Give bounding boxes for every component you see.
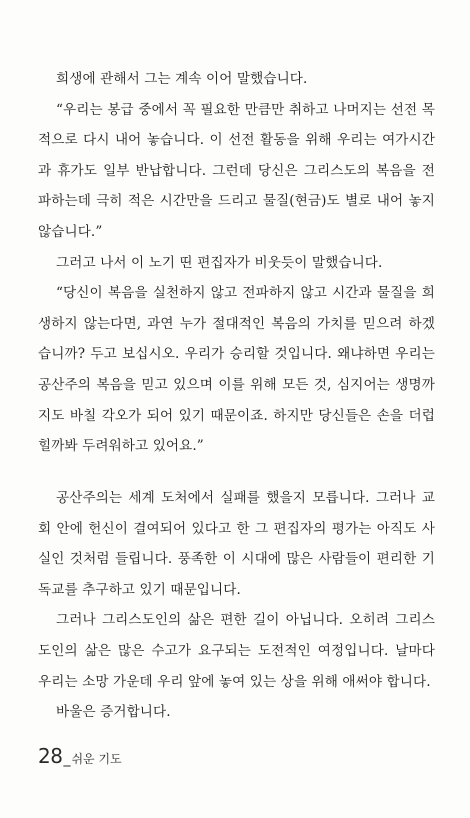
- paragraph: 희생에 관해서 그는 계속 이어 말했습니다.: [56, 71, 308, 87]
- paragraph: “우리는 봉급 중에서 꼭 필요한 만큼만 취하고 나머지는 선전 목적으로 다시 내어 놓습니다. 이 선전 활동을 위해 우리는 여가시간과 휴가도 일부 반납합니다. 그런데 당신은 그리스도의 복음을 전파하는데 극히 적은 시간만을 드리고 물질(현금)도 별로 내어 놓지 않습니다.”: [38, 101, 435, 240]
- page-footer: [38, 744, 122, 768]
- paragraph: “당신이 복음을 실천하지 않고 전파하지 않고 시간과 물질을 희생하지 않는다면, 과연 누가 절대적인 복음의 가치를 믿으려 하겠습니까? 두고 보십시오. 우리가 승리할 것입니다. 왜냐하면 우리는 공산주의 복음을 믿고 있으며 이를 위해 모든 것, 심지어는 생명까지도 바칠 각오가 되어 있기 때문이죠. 하지만 당신들은 손을 더럽힐까봐 두려워하고 있어요.”: [38, 285, 435, 455]
- paragraph: 그러나 그리스도인의 삶은 편한 길이 아닙니다. 오히려 그리스도인의 삶은 많은 수고가 요구되는 도전적인 여정입니다. 날마다 우리는 소망 가운데 우리 앞에 놓여 있는 상을 위해 애써야 합니다.: [38, 612, 435, 690]
- body-text-bottom: [38, 483, 435, 728]
- paragraph: 그러고 나서 이 노기 띤 편집자가 비웃듯이 말했습니다.: [56, 254, 383, 271]
- body-text-top: [38, 64, 435, 462]
- paragraph: 바울은 증거합니다.: [56, 704, 171, 721]
- page-number: 28: [38, 744, 63, 768]
- paragraph: 공산주의는 세계 도처에서 실패를 했을지 모릅니다. 그러나 교회 안에 헌신이 결여되어 있다고 한 그 편집자의 평가는 아직도 사실인 것처럼 들립니다. 풍족한 이 시대에 많은 사람들이 편리한 기독교를 추구하고 있기 때문입니다.: [38, 490, 435, 598]
- running-title: 쉬운 기도: [71, 752, 122, 766]
- footer-separator: _: [63, 751, 71, 767]
